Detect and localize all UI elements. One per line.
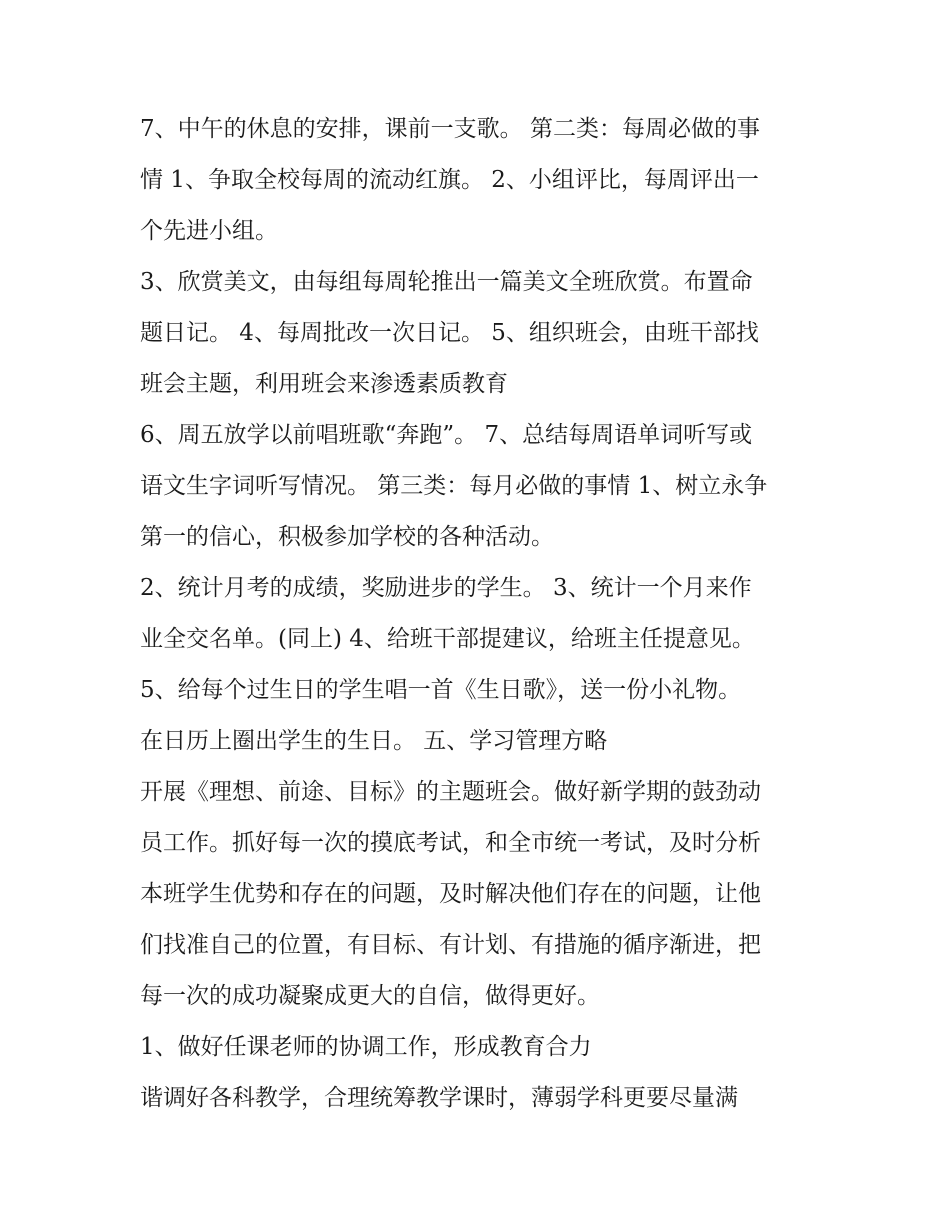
text-line-1: 7、中午的休息的安排，课前一支歌。 第二类：每周必做的事 <box>140 116 760 142</box>
text-line-18: 每一次的成功凝聚成更大的自信，做得更好。 <box>140 983 600 1009</box>
text-line-15: 员工作。抓好每一次的摸底考试，和全市统一考试，及时分析 <box>140 830 761 856</box>
text-line-20: 谐调好各科教学，合理统筹教学课时，薄弱学科更要尽量满 <box>140 1085 738 1111</box>
text-line-8: 语文生字词听写情况。 第三类：每月必做的事情 1、树立永争 <box>140 473 768 499</box>
text-line-7: 6、周五放学以前唱班歌“奔跑”。 7、总结每周语单词听写或 <box>140 422 753 448</box>
text-line-4: 3、欣赏美文，由每组每周轮推出一篇美文全班欣赏。布置命 <box>140 269 753 295</box>
text-line-5: 题日记。 4、每周批改一次日记。 5、组织班会，由班干部找 <box>140 320 759 346</box>
text-line-14: 开展《理想、前途、目标》的主题班会。做好新学期的鼓劲动 <box>140 779 761 805</box>
text-line-13: 在日历上圈出学生的生日。 五、学习管理方略 <box>140 728 608 754</box>
text-line-17: 们找准自己的位置，有目标、有计划、有措施的循序渐进，把 <box>140 932 761 958</box>
text-line-3: 个先进小组。 <box>140 218 278 244</box>
text-line-11: 业全交名单。(同上) 4、给班干部提建议，给班主任提意见。 <box>140 626 755 652</box>
document-body <box>140 104 830 1124</box>
text-line-2: 情 1、争取全校每周的流动红旗。 2、小组评比，每周评出一 <box>140 167 759 193</box>
text-line-19: 1、做好任课老师的协调工作，形成教育合力 <box>140 1034 592 1060</box>
text-line-16: 本班学生优势和存在的问题，及时解决他们存在的问题，让他 <box>140 881 761 907</box>
text-line-6: 班会主题，利用班会来渗透素质教育 <box>140 371 508 397</box>
text-line-10: 2、统计月考的成绩，奖励进步的学生。 3、统计一个月来作 <box>140 575 752 601</box>
text-line-9: 第一的信心，积极参加学校的各种活动。 <box>140 524 554 550</box>
text-line-12: 5、给每个过生日的学生唱一首《生日歌》，送一份小礼物。 <box>140 677 742 703</box>
